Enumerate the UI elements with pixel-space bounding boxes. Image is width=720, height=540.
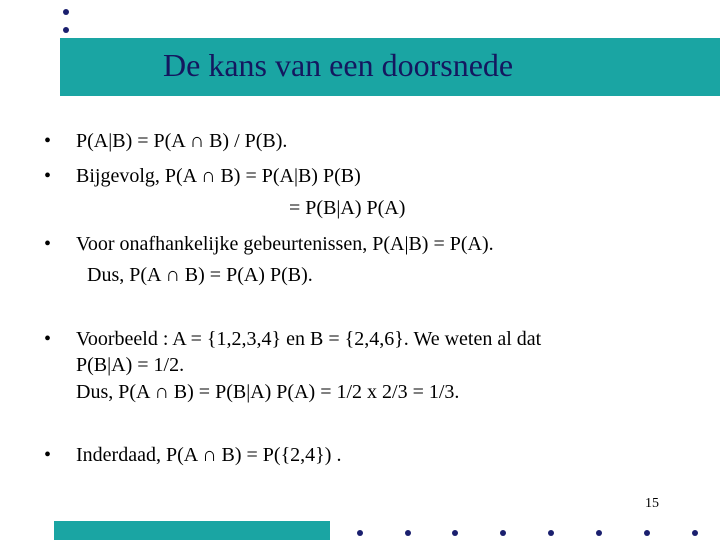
bullet-1-line-1: P(A|B) = P(A ∩ B) / P(B). [76, 130, 288, 152]
bullet-3-line-2: Dus, P(A ∩ B) = P(A) P(B). [87, 264, 313, 286]
bullet-3-line-1: Voor onafhankelijke gebeurtenissen, P(A|B) = P(A). [76, 233, 494, 255]
bullet-marker: • [44, 165, 52, 187]
decor-dot [548, 530, 554, 536]
decor-dot [692, 530, 698, 536]
decor-dot [405, 530, 411, 536]
decor-dot [644, 530, 650, 536]
bullet-2-line-1: Bijgevolg, P(A ∩ B) = P(A|B) P(B) [76, 165, 361, 187]
bullet-4-line-2: P(B|A) = 1/2. [76, 354, 185, 376]
bottom-accent-bar [54, 521, 330, 540]
bullet-4-line-1: Voorbeeld : A = {1,2,3,4} en B = {2,4,6}. We weten al dat [76, 328, 542, 350]
bullet-marker: • [44, 130, 52, 152]
decor-dot [357, 530, 363, 536]
bullet-4-line-3: Dus, P(A ∩ B) = P(B|A) P(A) = 1/2 x 2/3 = 1/3. [76, 381, 460, 403]
bullet-5-line-1: Inderdaad, P(A ∩ B) = P({2,4}) . [76, 444, 342, 466]
decor-dot [63, 27, 69, 33]
decor-dot [452, 530, 458, 536]
slide-title: De kans van een doorsnede [163, 47, 514, 83]
decor-dot [63, 9, 69, 15]
decor-dot [596, 530, 602, 536]
page-number: 15 [645, 496, 659, 511]
bullet-marker: • [44, 328, 52, 350]
bullet-marker: • [44, 233, 52, 255]
bullet-marker: • [44, 444, 52, 466]
bullet-2-line-2: = P(B|A) P(A) [289, 197, 406, 219]
decor-dot [500, 530, 506, 536]
